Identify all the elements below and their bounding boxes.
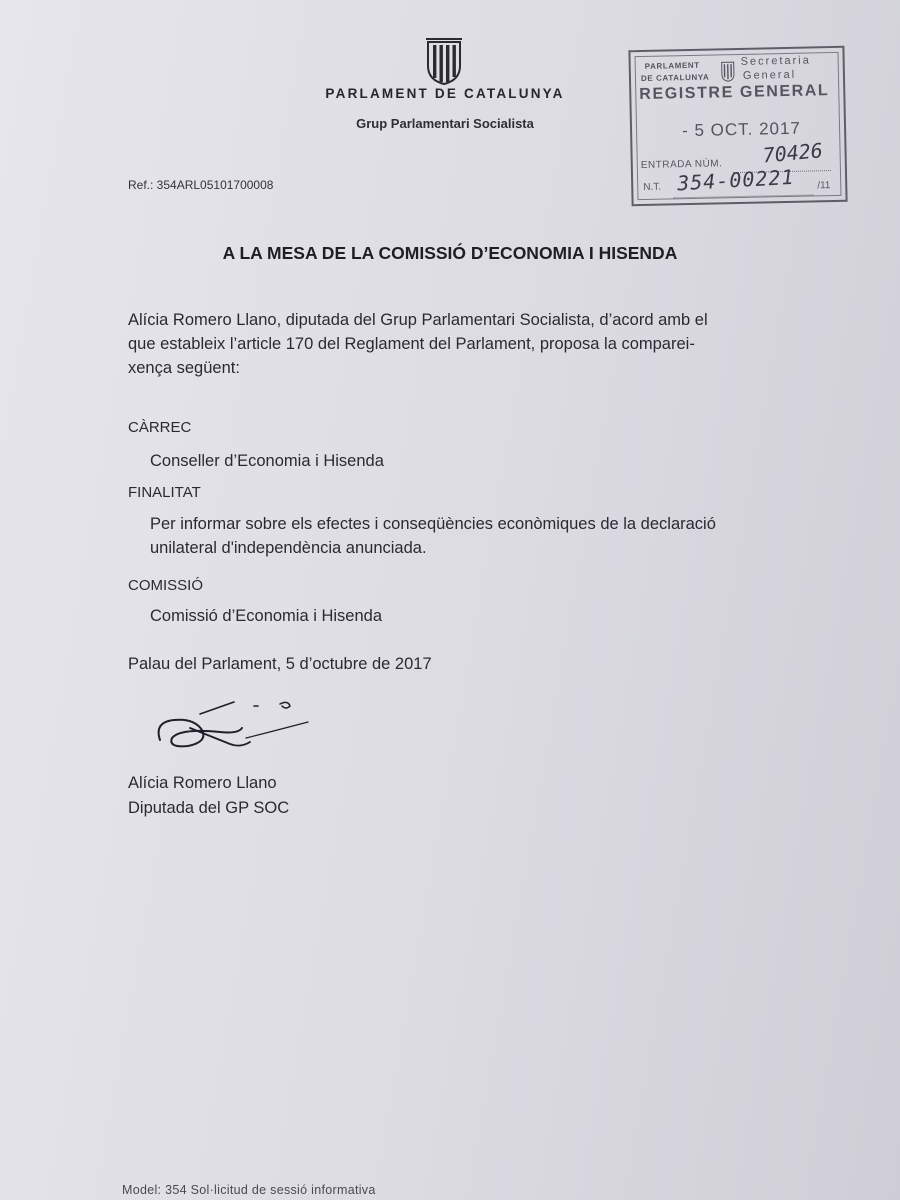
comissio-label: COMISSIÓ <box>128 577 204 594</box>
finalitat-value <box>150 512 716 560</box>
stamp-secretaria-line1: Secretaria <box>740 54 811 68</box>
finalitat-line: Per informar sobre els efectes i conseqüències econòmiques de la declaració <box>150 515 716 533</box>
intro-line: xença següent: <box>128 359 240 377</box>
stamp-date: - 5 OCT. 2017 <box>681 118 802 141</box>
stamp-nt-number: 354-00221 <box>676 164 796 196</box>
parliamentary-group: Grup Parlamentari Socialista <box>356 116 534 131</box>
carrec-value-text: Conseller d’Economia i Hisenda <box>150 452 384 470</box>
handwritten-signature <box>150 692 320 762</box>
place-and-date: Palau del Parlament, 5 d’octubre de 2017 <box>128 655 432 673</box>
stamp-crest-icon <box>721 60 735 82</box>
signer-role: Diputada del GP SOC <box>128 799 290 817</box>
intro-line: Alícia Romero Llano, diputada del Grup Parlamentari Socialista, d’acord amb el <box>128 311 708 329</box>
stamp-parlament-line1: PARLAMENT <box>644 60 700 71</box>
finalitat-label: FINALITAT <box>128 484 201 501</box>
comissio-value-text: Comissió d’Economia i Hisenda <box>150 607 383 625</box>
comissio-value <box>150 604 382 628</box>
registry-stamp <box>628 46 847 206</box>
intro-paragraph <box>128 308 774 380</box>
carrec-value <box>150 449 384 473</box>
signer-name: Alícia Romero Llano <box>128 774 277 792</box>
catalan-crest-icon <box>424 36 464 86</box>
stamp-nt-label: N.T. <box>643 181 662 193</box>
organization-name: PARLAMENT DE CATALUNYA <box>325 86 565 101</box>
stamp-secretaria-line2: General <box>742 68 797 82</box>
stamp-entrada-label: ENTRADA NÚM. <box>640 158 723 172</box>
stamp-entrada-number: 70426 <box>761 138 824 168</box>
stamp-nt-suffix: /11 <box>817 180 831 192</box>
document-reference: Ref.: 354ARL05101700008 <box>128 178 274 192</box>
document-addressee: A LA MESA DE LA COMISSIÓ D’ECONOMIA I HISENDA <box>222 243 678 263</box>
footer-model: Model: 354 Sol·licitud de sessió informativa <box>122 1183 376 1197</box>
carrec-label: CÀRREC <box>128 419 192 436</box>
stamp-title: REGISTRE GENERAL <box>639 82 830 104</box>
stamp-parlament-line2: DE CATALUNYA <box>640 72 710 84</box>
intro-line: que estableix l’article 170 del Reglament del Parlament, proposa la comparei- <box>128 335 695 353</box>
finalitat-line: unilateral d'independència anunciada. <box>150 539 427 557</box>
